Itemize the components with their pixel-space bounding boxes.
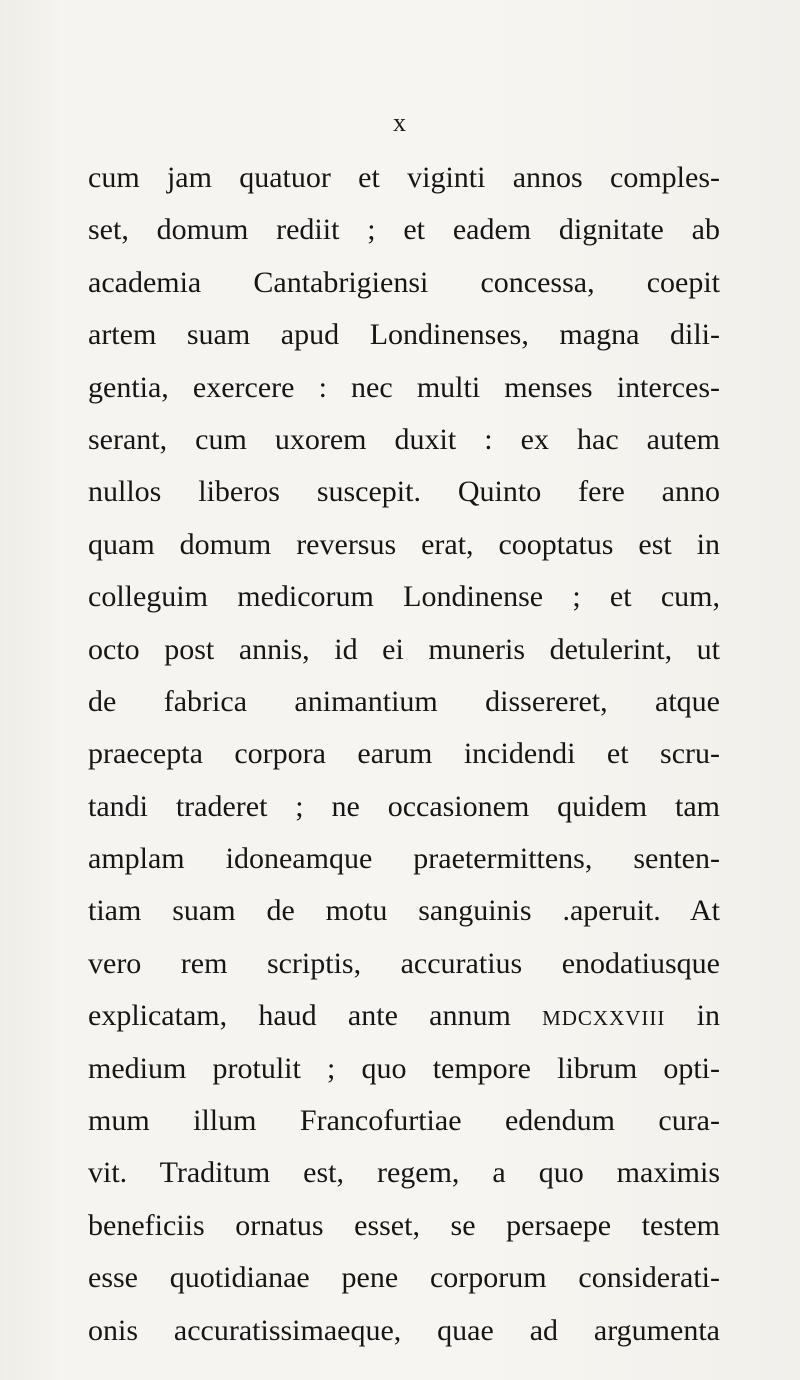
page-number: x xyxy=(393,108,407,137)
body-text xyxy=(88,152,720,1357)
text-line: medium protulit ; quo tempore librum opti- xyxy=(88,1051,720,1085)
text-line: vit. Traditum est, regem, a quo maximis xyxy=(88,1156,720,1190)
text-line: esse quotidianae pene corporum considerati- xyxy=(88,1261,720,1295)
text-line: set, domum rediit ; et eadem dignitate ab xyxy=(88,213,720,247)
text-line: explicatam, haud ante annum mdcxxviii in xyxy=(88,999,720,1033)
text-line: beneficiis ornatus esset, se persaepe testem xyxy=(88,1208,720,1242)
text-line: vero rem scriptis, accuratius enodatiusque xyxy=(88,946,720,980)
text-line: colleguim medicorum Londinense ; et cum, xyxy=(88,580,720,614)
text-line: cum jam quatuor et viginti annos comples- xyxy=(88,161,720,194)
text-line: tiam suam de motu sanguinis .aperuit. At xyxy=(88,894,720,928)
text-line: academia Cantabrigiensi concessa, coepit xyxy=(88,265,720,299)
text-line: serant, cum uxorem duxit : ex hac autem xyxy=(88,422,720,456)
text-line: mum illum Francofurtiae edendum cura- xyxy=(88,1104,720,1138)
text-line: artem suam apud Londinenses, magna dili- xyxy=(88,318,720,352)
text-line: octo post annis, id ei muneris detulerint, ut xyxy=(88,632,720,666)
text-line: tandi traderet ; ne occasionem quidem tam xyxy=(88,789,720,823)
text-line: amplam idoneamque praetermittens, senten- xyxy=(88,842,720,876)
text-line: quam domum reversus erat, cooptatus est in xyxy=(88,527,720,561)
text-line: gentia, exercere : nec multi menses interces- xyxy=(88,370,720,404)
text-line: onis accuratissimaeque, quae ad argumenta xyxy=(88,1313,720,1347)
text-line: de fabrica animantium dissereret, atque xyxy=(88,684,720,718)
text-line: praecepta corpora earum incidendi et scru- xyxy=(88,737,720,771)
text-line: nullos liberos suscepit. Quinto fere anno xyxy=(88,475,720,509)
year-numeral: mdcxxviii xyxy=(542,999,666,1033)
